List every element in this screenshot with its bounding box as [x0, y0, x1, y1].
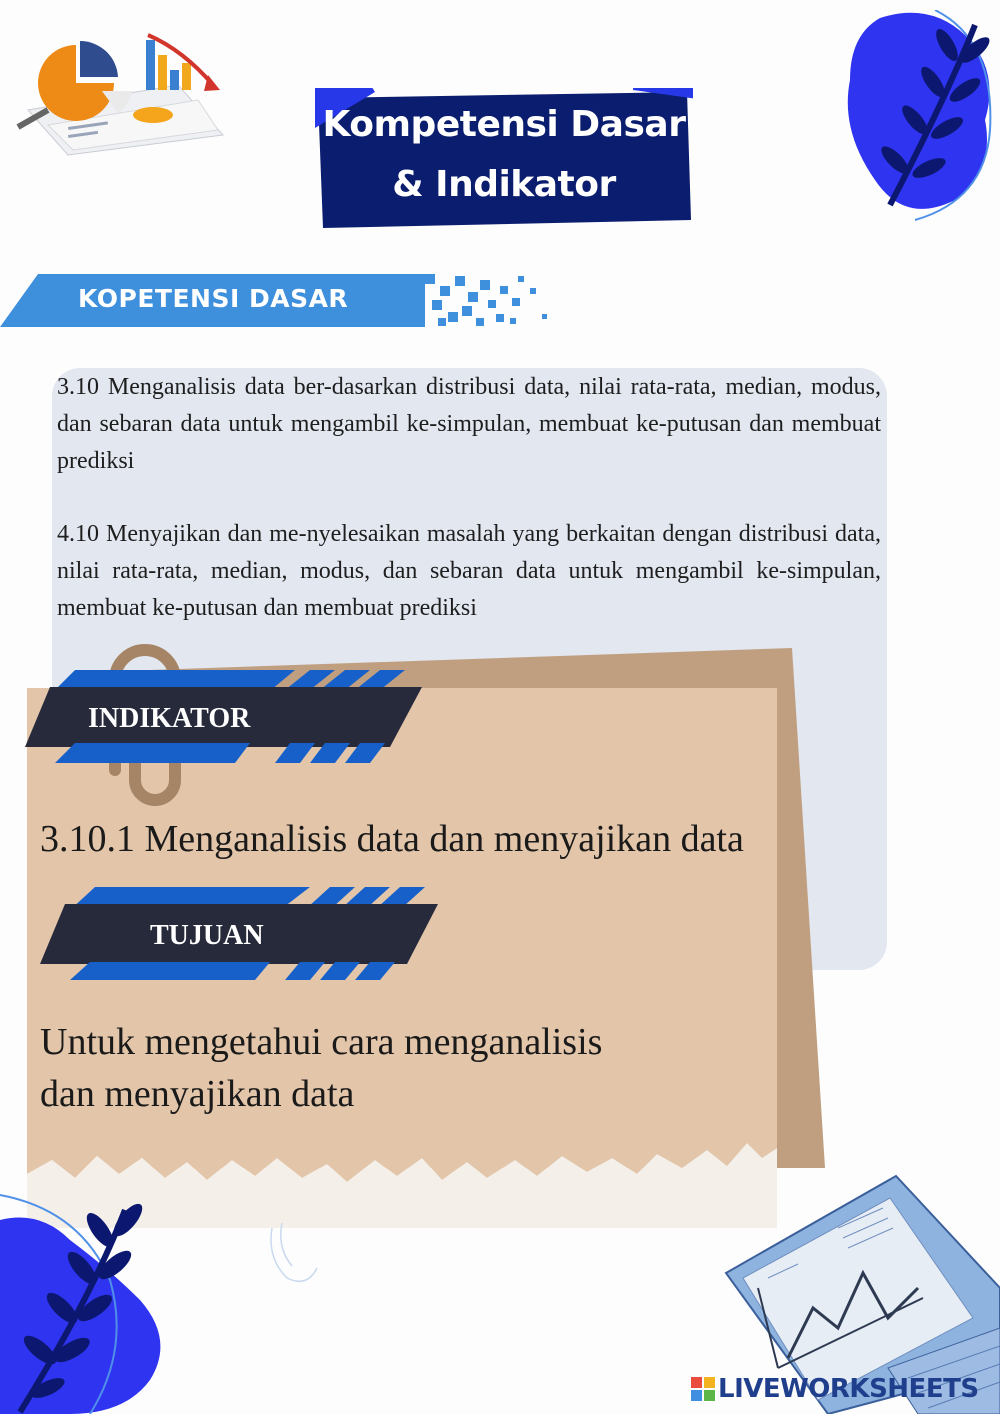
title-line-1: Kompetensi Dasar	[322, 104, 686, 145]
tujuan-text	[40, 1016, 740, 1120]
title-line-2: & Indikator	[392, 164, 616, 205]
watermark-text: LIVEWORKSHEETS	[718, 1374, 979, 1404]
indikator-label: INDIKATOR	[88, 703, 251, 734]
kd-item-4-10: 4.10 Menyajikan dan me-nyelesaikan masalah yang berkaitan dengan distribusi data, nilai rata-rata, median, modus, dan sebaran data untuk mengambil ke-simpulan, membuat ke-putusan dan membuat prediksi	[57, 521, 881, 621]
sketch-doodle	[262, 1218, 332, 1290]
chart-report-illustration	[8, 15, 230, 160]
tujuan-line-2: dan menyajikan data	[40, 1073, 355, 1115]
leaf-decoration-top-right	[835, 10, 1000, 225]
leaf-decoration-bottom-left	[0, 1190, 175, 1414]
tujuan-label: TUJUAN	[150, 920, 264, 951]
tujuan-line-1: Untuk mengetahui cara menganalisis	[40, 1021, 603, 1063]
liveworksheets-watermark	[690, 1372, 979, 1406]
page-title	[315, 95, 693, 215]
kompetensi-dasar-label: KOPETENSI DASAR	[78, 284, 349, 313]
kd-item-3-10: 3.10 Menganalisis data ber-dasarkan distribusi data, nilai rata-rata, median, modus, dan sebaran data untuk mengambil ke-simpulan, membuat ke-putusan dan membuat prediksi	[57, 374, 881, 474]
liveworksheets-logo-icon	[690, 1376, 716, 1402]
indikator-text: 3.10.1 Menganalisis data dan menyajikan data	[40, 818, 744, 860]
